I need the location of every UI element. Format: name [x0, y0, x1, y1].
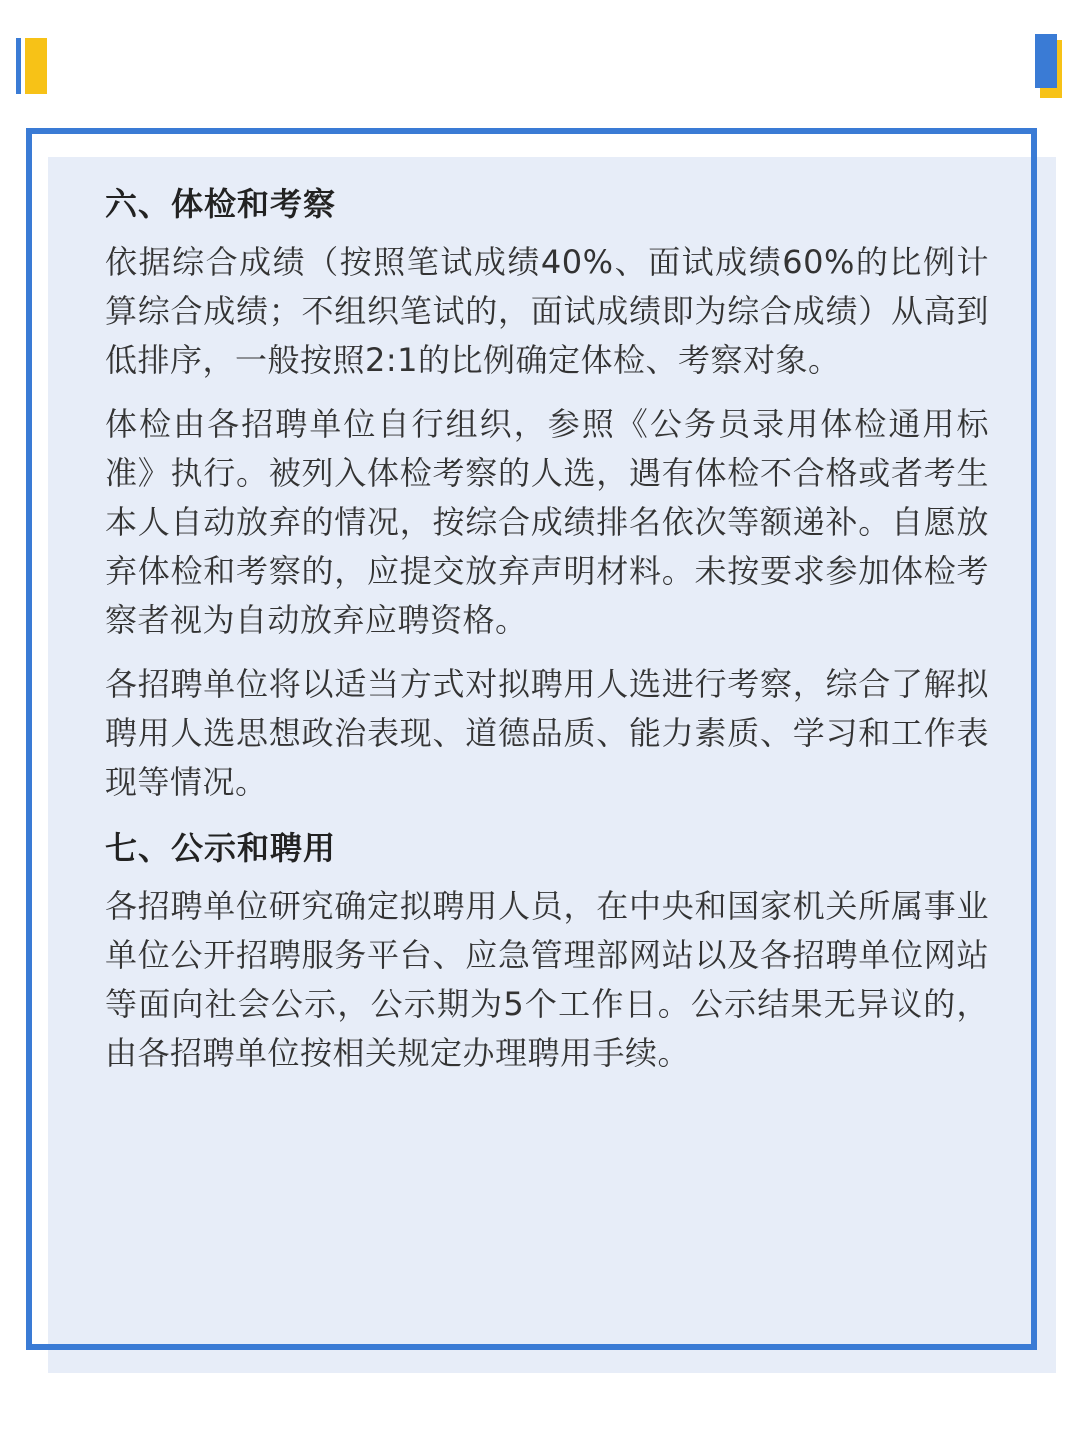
- document-content: [105, 178, 989, 1093]
- paragraph-ranking: 依据综合成绩（按照笔试成绩40%、面试成绩60%的比例计算综合成绩；不组织笔试的，面试成绩即为综合成绩）从高到低排序，一般按照2:1的比例确定体检、考察对象。: [105, 243, 989, 379]
- corner-accent-right-blue: [1035, 34, 1057, 88]
- paragraph-publicity: 各招聘单位研究确定拟聘用人员，在中央和国家机关所属事业单位公开招聘服务平台、应急管理部网站以及各招聘单位网站等面向社会公示，公示期为5个工作日。公示结果无异议的，由各招聘单位按相关规定办理聘用手续。: [105, 887, 989, 1072]
- section-title-physical-exam: 六、体检和考察: [105, 185, 337, 223]
- section-title-publicity: 七、公示和聘用: [105, 829, 337, 867]
- corner-accent-left-yellow: [25, 38, 47, 94]
- corner-accent-left-blue: [16, 38, 21, 94]
- paragraph-inspection: 各招聘单位将以适当方式对拟聘用人选进行考察，综合了解拟聘用人选思想政治表现、道德品质、能力素质、学习和工作表现等情况。: [105, 665, 989, 801]
- paragraph-physical-exam: 体检由各招聘单位自行组织，参照《公务员录用体检通用标准》执行。被列入体检考察的人选，遇有体检不合格或者考生本人自动放弃的情况，按综合成绩排名依次等额递补。自愿放弃体检和考察的，应提交放弃声明材料。未按要求参加体检考察者视为自动放弃应聘资格。: [105, 405, 989, 639]
